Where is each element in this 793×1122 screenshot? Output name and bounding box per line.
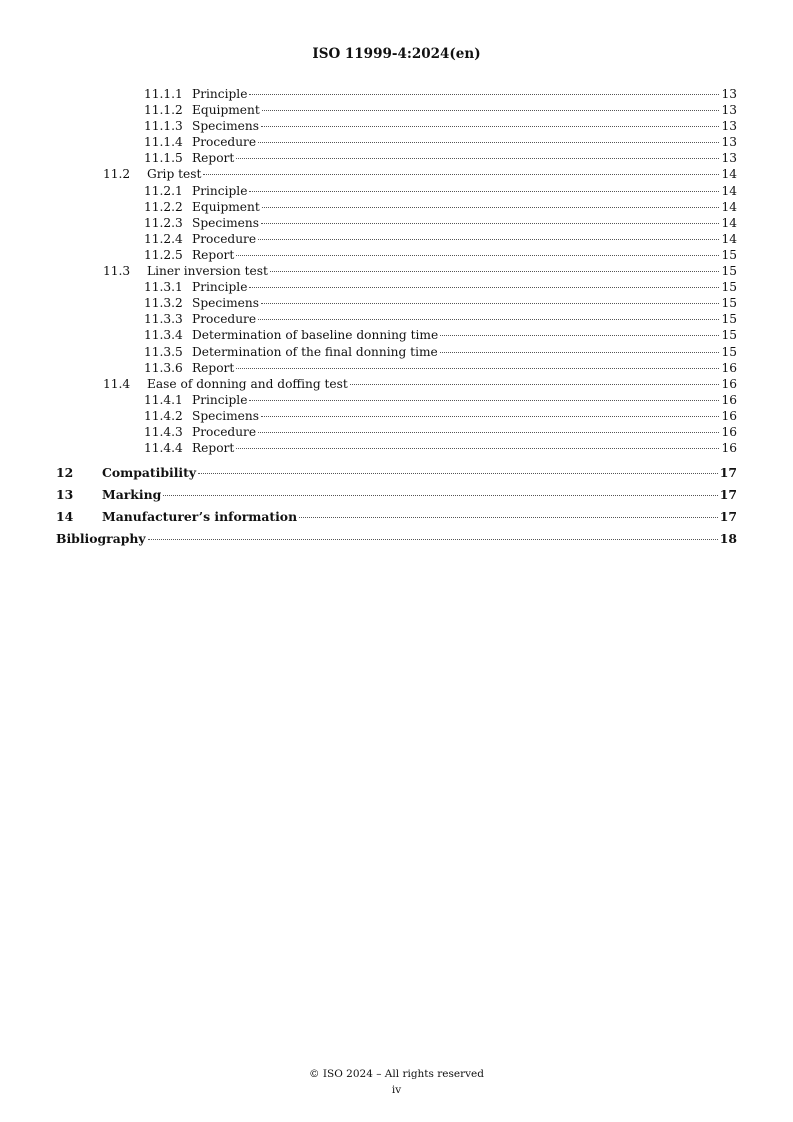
toc-entry-number: 11.3.6 xyxy=(144,360,183,375)
toc-entry-title: Principle xyxy=(192,280,248,295)
copyright-notice: © ISO 2024 – All rights reserved xyxy=(309,1068,484,1080)
toc-entry[interactable] xyxy=(56,376,737,392)
toc-entry-title: Report xyxy=(192,151,235,166)
toc-entry[interactable] xyxy=(56,118,737,134)
toc-entry[interactable] xyxy=(56,247,737,263)
toc-entry-number: 11.1.2 xyxy=(144,103,183,118)
toc-entry-page: 15 xyxy=(721,296,737,311)
toc-entry-title: Determination of baseline donning time xyxy=(192,328,439,343)
toc-entry-page: 18 xyxy=(719,531,737,547)
toc-dot-leader xyxy=(249,287,719,288)
toc-entry-title: Specimens xyxy=(192,408,259,423)
toc-dot-leader xyxy=(236,368,719,369)
toc-entry-page: 15 xyxy=(721,247,737,262)
toc-dot-leader xyxy=(440,335,719,336)
toc-entry-page: 16 xyxy=(721,376,737,391)
toc-entry-page: 15 xyxy=(721,344,737,359)
toc-entry-page: 14 xyxy=(721,199,737,214)
toc-entry[interactable] xyxy=(56,215,737,231)
toc-entry-number: 11.4 xyxy=(103,376,131,391)
toc-entry-page: 17 xyxy=(719,487,737,503)
toc-dot-leader xyxy=(198,473,718,474)
toc-entry[interactable] xyxy=(56,134,737,150)
toc-entry-page: 15 xyxy=(721,264,737,279)
toc-entry-page: 16 xyxy=(721,360,737,375)
toc-entry-number: 14 xyxy=(56,509,74,525)
toc-entry-title: Specimens xyxy=(192,215,259,230)
toc-entry[interactable] xyxy=(56,295,737,311)
toc-entry[interactable] xyxy=(56,484,737,506)
toc-entry-page: 15 xyxy=(721,280,737,295)
toc-entry-number: 11.2.5 xyxy=(144,247,183,262)
toc-entry-page: 13 xyxy=(721,151,737,166)
toc-entry-number: 11.3.2 xyxy=(144,296,183,311)
toc-entry-title: Principle xyxy=(192,392,248,407)
toc-dot-leader xyxy=(262,110,720,111)
toc-dot-leader xyxy=(299,517,718,518)
toc-dot-leader xyxy=(249,94,719,95)
toc-entry-title: Specimens xyxy=(192,119,259,134)
toc-entry-number: 11.4.3 xyxy=(144,424,183,439)
toc-entry-number: 11.4.4 xyxy=(144,441,183,456)
page-number: iv xyxy=(391,1084,402,1096)
toc-entry-number: 11.2.4 xyxy=(144,231,183,246)
toc-dot-leader xyxy=(148,539,718,540)
toc-entry[interactable] xyxy=(56,279,737,295)
toc-entry-title: Report xyxy=(192,360,235,375)
toc-entry-page: 13 xyxy=(721,87,737,101)
toc-dot-leader xyxy=(262,207,720,208)
toc-entry-title: Procedure xyxy=(192,424,257,439)
toc-entry-title: Equipment xyxy=(192,103,260,118)
toc-entry[interactable] xyxy=(56,506,737,528)
toc-dot-leader xyxy=(261,416,720,417)
toc-entry-page: 14 xyxy=(721,231,737,246)
toc-entry-page: 16 xyxy=(721,392,737,407)
toc-entry-number: 11.4.1 xyxy=(144,392,183,407)
toc-entry-number: 11.3.4 xyxy=(144,328,183,343)
toc-dot-leader xyxy=(258,432,719,433)
toc-entry[interactable] xyxy=(56,392,737,408)
toc-dot-leader xyxy=(261,126,720,127)
toc-entry[interactable] xyxy=(56,360,737,376)
toc-entry-page: 15 xyxy=(721,312,737,327)
document-header: ISO 11999-4:2024(en) xyxy=(312,46,481,62)
toc-dot-leader xyxy=(236,448,719,449)
toc-entry-title: Bibliography xyxy=(56,531,146,547)
toc-entry[interactable] xyxy=(56,263,737,279)
toc-dot-leader xyxy=(258,142,719,143)
toc-entry-number: 11.2.2 xyxy=(144,199,183,214)
toc-dot-leader xyxy=(163,495,718,496)
toc-dot-leader xyxy=(249,191,719,192)
toc-entry-title: Report xyxy=(192,247,235,262)
toc-dot-leader xyxy=(261,303,720,304)
toc-entry-number: 11.3.5 xyxy=(144,344,183,359)
toc-entry-title: Specimens xyxy=(192,296,259,311)
toc-entry-number: 11.4.2 xyxy=(144,408,183,423)
toc-entry-number: 11.3.1 xyxy=(144,280,183,295)
toc-dot-leader xyxy=(440,352,720,353)
toc-entry-number: 11.2 xyxy=(103,167,131,182)
toc-dot-leader xyxy=(249,400,719,401)
toc-entry-title: Liner inversion test xyxy=(147,264,268,279)
toc-entry-page: 17 xyxy=(719,509,737,525)
toc-entry[interactable] xyxy=(56,166,737,182)
toc-entry-title: Grip test xyxy=(147,167,202,182)
toc-entry-number: 11.1.1 xyxy=(144,87,183,101)
toc-entry[interactable] xyxy=(56,462,737,484)
toc-entry[interactable] xyxy=(56,86,737,102)
toc-entry-title: Manufacturer’s information xyxy=(102,509,298,525)
toc-entry[interactable] xyxy=(56,424,737,440)
toc-entry-title: Procedure xyxy=(192,312,257,327)
toc-entry-title: Determination of the final donning time xyxy=(192,344,438,359)
toc-dot-leader xyxy=(236,255,719,256)
toc-entry-title: Marking xyxy=(102,487,162,503)
toc-dot-leader xyxy=(261,223,720,224)
toc-entry-title: Procedure xyxy=(192,135,257,150)
toc-entry-number: 11.1.3 xyxy=(144,119,183,134)
toc-dot-leader xyxy=(258,319,719,320)
toc-entry-page: 17 xyxy=(719,465,737,481)
toc-entry-title: Principle xyxy=(192,87,248,101)
toc-entry-title: Ease of donning and doffing test xyxy=(147,376,348,391)
toc-dot-leader xyxy=(258,239,719,240)
toc-entry-number: 13 xyxy=(56,487,74,503)
toc-entry-page: 15 xyxy=(721,328,737,343)
toc-entry-number: 11.3.3 xyxy=(144,312,183,327)
toc-entry-title: Principle xyxy=(192,183,248,198)
toc-entry-number: 11.2.1 xyxy=(144,183,183,198)
toc-entry-number: 11.2.3 xyxy=(144,215,183,230)
toc-entry-page: 13 xyxy=(721,135,737,150)
toc-entry[interactable] xyxy=(56,183,737,199)
toc-entry-page: 14 xyxy=(721,167,737,182)
toc-entry[interactable] xyxy=(56,344,737,360)
toc-entry-title: Equipment xyxy=(192,199,260,214)
toc-entry-page: 16 xyxy=(721,424,737,439)
toc-entry-title: Report xyxy=(192,441,235,456)
toc-entry[interactable] xyxy=(56,327,737,343)
toc-dot-leader xyxy=(270,271,720,272)
toc-entry[interactable] xyxy=(56,528,737,550)
toc-entry[interactable] xyxy=(56,408,737,424)
toc-entry[interactable] xyxy=(56,150,737,166)
toc-dot-leader xyxy=(203,174,719,175)
table-of-contents xyxy=(56,86,737,550)
toc-entry[interactable] xyxy=(56,199,737,215)
toc-entry[interactable] xyxy=(56,231,737,247)
toc-entry-page: 14 xyxy=(721,215,737,230)
page-footer xyxy=(0,1066,793,1098)
toc-entry[interactable] xyxy=(56,102,737,118)
toc-entry[interactable] xyxy=(56,311,737,327)
toc-entry-page: 14 xyxy=(721,183,737,198)
toc-entry-page: 16 xyxy=(721,408,737,423)
toc-entry[interactable] xyxy=(56,440,737,456)
toc-dot-leader xyxy=(236,158,719,159)
toc-entry-page: 13 xyxy=(721,103,737,118)
toc-entry-number: 12 xyxy=(56,465,74,481)
toc-entry-page: 16 xyxy=(721,441,737,456)
toc-entry-number: 11.1.5 xyxy=(144,151,183,166)
toc-entry-number: 11.3 xyxy=(103,264,131,279)
toc-dot-leader xyxy=(350,384,720,385)
toc-entry-title: Procedure xyxy=(192,231,257,246)
toc-entry-title: Compatibility xyxy=(102,465,197,481)
toc-entry-number: 11.1.4 xyxy=(144,135,183,150)
toc-entry-page: 13 xyxy=(721,119,737,134)
